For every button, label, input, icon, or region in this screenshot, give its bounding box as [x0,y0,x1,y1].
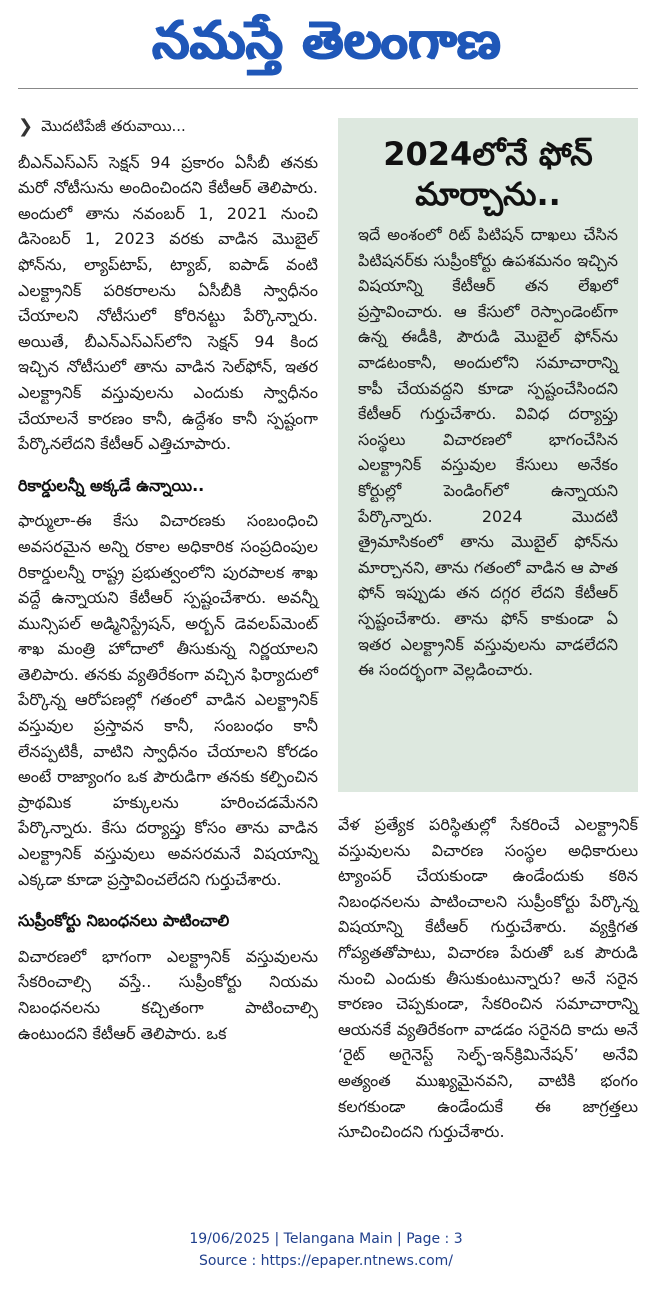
subheading-records: రికార్డులన్నీ అక్కడే ఉన్నాయి.. [18,475,205,495]
masthead-rule [18,88,638,89]
article-paragraph-1: బీఎన్ఎస్ఎస్ సెక్షన్ 94 ప్రకారం ఏసీబీ తనకు మరో నోటీసును అందించిందని కేటీఆర్ తెలిపారు. అందులో తాను నవంబర్ 1, 2021 నుంచి డిసెంబర్ 1, 2023 వరకు వాడిన మొబైల్ ఫోన్‌ను, ల్యాప్‌టాప్, ట్యాబ్, ఐపాడ్ వంటి ఎలక్ట్రానిక్ పరికరాలను ఏసీబీకి స్వాధీనం చేయాలని నోటీసులో కోరినట్టు పేర్కొన్నారు. అయితే, బీఎన్ఎస్ఎస్‌లోని సెక్షన్ 94 కింద ఇచ్చిన నోటీసులో తాను వాడిన సెల్‌ఫోన్, ఇతర ఎలక్ట్రానిక్ వస్తువులను ఎందుకు స్వాధీనం చేయాలనే కారణం కానీ, ఉద్దేశం కానీ స్పష్టంగా పేర్కొనలేదని కేటీఆర్ ఎత్తిచూపారు. [18,152,318,454]
sidebar-box [338,118,638,792]
continuation-kicker [18,114,318,140]
article-paragraph-2: ఫార్ములా-ఈ కేసు విచారణకు సంబంధించి అవసరమైన అన్ని రకాల అధికారిక సంప్రదింపుల రికార్డులన్నీ రాష్ట్ర ప్రభుత్వంలోని పురపాలక శాఖ వద్దే ఉన్నాయని కేటీఆర్ స్పష్టంచేశారు. అవన్నీ మున్సిపల్ అడ్మినిస్ట్రేషన్, అర్బన్ డెవలప్‌మెంట్ శాఖ మంత్రి హోదాలో తీసుకున్న నిర్ణయాలని తెలిపారు. తనకు వ్యతిరేకంగా వచ్చిన ఫిర్యాదులో పేర్కొన్న ఆరోపణల్లో గతంలో వాడిన ఎలక్ట్రానిక్ వస్తువుల ప్రస్తావన కానీ, సంబంధం కానీ లేనప్పటికీ, వాటిని స్వాధీనం చేయాలని కోరడం అంటే రాజ్యాంగం ఒక పౌరుడిగా తనకు కల్పించిన ప్రాథమిక హక్కులను హరించడమేనని పేర్కొన్నారు. కేసు దర్యాప్తు కోసం తాను వాడిన ఎలక్ట్రానిక్ వస్తువులు అవసరమనే విషయాన్ని ఎక్కడా కూడా ప్రస్తావించలేదని గుర్తుచేశారు. [18,511,318,889]
subheading-supreme-court: సుప్రీంకోర్టు నిబంధనలు పాటించాలి [18,911,230,931]
sidebar-headline: 2024లోనే ఫోన్ మార్చాను.. [383,135,593,213]
masthead [0,0,652,82]
kicker-label: మొదటిపేజీ తరువాయి... [41,117,186,135]
article-paragraph-continued: వేళ ప్రత్యేక పరిస్థితుల్లో సేకరించే ఎలక్ట్రానిక్ వస్తువులను విచారణ సంస్థల అధికారులు ట్యాంపర్ చేయకుండా ఉండేందుకు కఠిన నిబంధనలను పాటించాలని సుప్రీంకోర్టు పేర్కొన్న విషయాన్ని కేటీఆర్ గుర్తుచేశారు. వ్యక్తిగత గోప్యతతోపాటు, విచారణ పేరుతో ఒక పౌరుడి నుంచి ఎందుకు తీసుకుంటున్నారు? అనే సరైన కారణం చెప్పకుండా, సేకరించిన సమాచారాన్ని ఆయనకే వ్యతిరేకంగా వాడడం సరైనది కాదు అనే ‘రైట్ అగైనెస్ట్ సెల్ఫ్-ఇన్‌క్రిమినేషన్’ అనేవి అత్యంత ముఖ్యమైనవని, వాటికి భంగం కలగకుండా ఉండేందుకే ఈ జాగ్రత్తలు సూచించిందని గుర్తుచేశారు. [338,815,638,1142]
newspaper-logo: నమస్తే తెలంగాణ [151,11,501,71]
sidebar-paragraph: ఇదే అంశంలో రిట్ పిటిషన్ దాఖలు చేసిన పిటిషనర్‌కు సుప్రీంకోర్టు ఉపశమనం ఇచ్చిన విషయాన్ని కేటీఆర్ తన లేఖలో ప్రస్తావించారు. ఆ కేసులో రెస్పాండెంట్‌గా ఉన్న ఈడీకి, పౌరుడి మొబైల్ ఫోన్‌ను వాడటంకానీ, అందులోని సమాచారాన్ని కాపీ చేయవద్దని కూడా స్పష్టంచేసిందని కేటీఆర్ గుర్తుచేశారు. వివిధ దర్యాప్తు సంస్థలు విచారణలో భాగంచేసిన ఎలక్ట్రానిక్ వస్తువుల కేసులు అనేకం కోర్టుల్లో పెండింగ్‌లో ఉన్నాయని పేర్కొన్నారు. 2024 మొదటి త్రైమాసికంలో తాను మొబైల్ ఫోన్‌ను మార్చానని, తాను గతంలో వాడిన ఆ పాత ఫోన్ ఇప్పుడు తన దగ్గర లేదని కేటీఆర్ స్పష్టంచేశారు. తాను ఫోన్ కాకుండా ఏ ఇతర ఎలక్ట్రానిక్ వస్తువులను వాడలేదని ఈ సందర్భంగా వెల్లడించారు. [358,225,618,680]
right-column [338,812,638,1145]
page-footer [0,1228,652,1272]
left-column [18,110,318,1046]
chevron-right-icon: ❯ [18,116,34,137]
footer-source: Source : https://epaper.ntnews.com/ [198,1253,454,1269]
footer-date-edition: 19/06/2025 | Telangana Main | Page : 3 [189,1231,463,1247]
article-paragraph-3: విచారణలో భాగంగా ఎలక్ట్రానిక్ వస్తువులను సేకరించాల్సి వస్తే.. సుప్రీంకోర్టు నియమ నిబంధనలను కచ్చితంగా పాటించాల్సి ఉంటుందని కేటీఆర్ తెలిపారు. ఒక [18,946,318,1043]
